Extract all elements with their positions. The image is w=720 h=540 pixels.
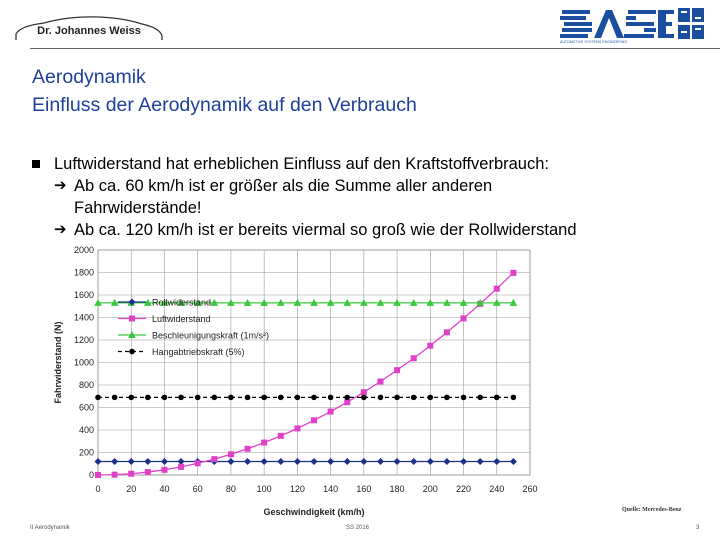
x-tick-label: 160 [356, 484, 372, 494]
arrow-right-icon: ➔ [54, 177, 67, 194]
company-logo [560, 6, 708, 46]
y-tick-label: 1800 [73, 267, 94, 278]
data-point-3 [378, 395, 384, 401]
data-point-3 [295, 395, 301, 401]
x-tick-label: 260 [522, 484, 538, 494]
x-tick-label: 20 [126, 484, 137, 494]
title-line-2: Einfluss der Aerodynamik auf den Verbrauch [32, 94, 417, 116]
x-tick-label: 60 [192, 484, 203, 494]
data-point-1 [145, 469, 151, 475]
bullet-main [32, 153, 712, 175]
sub-bullet-1-line-1: Ab ca. 60 km/h ist er größer als die Summe aller anderen [74, 177, 493, 195]
data-point-1 [195, 460, 201, 466]
x-tick-label: 0 [95, 484, 101, 494]
legend-label-3: Hangabtriebskraft (5%) [152, 347, 245, 357]
footer-semester: SS 2016 [346, 525, 370, 531]
data-point-3 [128, 395, 134, 401]
x-tick-label: 120 [289, 484, 305, 494]
legend-label-2: Beschleunigungskraft (1m/s²) [152, 330, 270, 341]
y-tick-label: 0 [88, 470, 94, 480]
data-point-1 [510, 270, 516, 276]
y-tick-label: 1600 [73, 290, 94, 300]
x-axis-label: Geschwindigkeit (km/h) [263, 507, 365, 517]
header-divider [30, 48, 720, 49]
x-tick-label: 200 [422, 484, 438, 494]
data-point-1 [294, 425, 300, 431]
data-point-1 [411, 355, 417, 361]
data-point-1 [444, 329, 450, 335]
author-logo [14, 14, 164, 44]
author-name: Dr. Johannes Weiss [37, 25, 141, 37]
data-point-1 [95, 472, 101, 478]
data-point-3 [328, 395, 334, 401]
data-point-3 [212, 395, 218, 401]
y-tick-label: 2000 [73, 245, 94, 255]
data-point-3 [494, 395, 500, 401]
data-point-1 [361, 389, 367, 395]
x-tick-label: 220 [456, 484, 472, 494]
data-point-3 [195, 395, 201, 401]
square-bullet-icon [32, 160, 40, 168]
data-point-1 [261, 440, 267, 446]
legend-marker-1 [129, 316, 135, 322]
data-point-1 [427, 343, 433, 349]
data-point-3 [311, 395, 317, 401]
bullet-main-text: Luftwiderstand hat erheblichen Einfluss auf den Kraftstoffverbrauch: [54, 155, 549, 173]
y-tick-label: 600 [78, 402, 94, 413]
x-tick-label: 140 [323, 484, 339, 494]
x-tick-label: 180 [389, 484, 405, 494]
data-point-3 [444, 395, 450, 401]
footer-page-number: 3 [696, 525, 700, 531]
source-note: Quelle: Mercedes-Benz [622, 507, 682, 513]
y-axis-label: Fahrwiderstand (N) [53, 321, 63, 404]
arrow-right-icon: ➔ [54, 221, 67, 238]
data-point-3 [411, 395, 417, 401]
data-point-3 [361, 395, 367, 401]
title-line-1: Aerodynamik [32, 66, 146, 88]
y-tick-label: 1200 [73, 335, 94, 345]
legend-label-1: Luftwiderstand [152, 314, 211, 324]
data-point-3 [511, 395, 517, 401]
resistance-chart [48, 222, 538, 520]
data-point-1 [311, 417, 317, 423]
data-point-3 [261, 395, 267, 401]
data-point-3 [145, 395, 151, 401]
y-tick-label: 200 [78, 447, 94, 458]
x-tick-label: 240 [489, 484, 505, 494]
data-point-3 [461, 395, 467, 401]
data-point-1 [228, 451, 234, 457]
data-point-1 [461, 315, 467, 321]
data-point-3 [112, 395, 118, 401]
data-point-3 [245, 395, 251, 401]
data-point-3 [278, 395, 284, 401]
data-point-1 [278, 433, 284, 439]
sub-bullet-1 [32, 175, 712, 219]
y-tick-label: 800 [78, 380, 94, 390]
company-logo-subtext: AUTOMOTIVE SYSTEMS ENGINEERING [560, 40, 628, 44]
data-point-1 [128, 471, 134, 477]
sub-bullet-1-line-2: Fahrwiderstände! [74, 199, 202, 217]
data-point-3 [95, 395, 101, 401]
data-point-3 [178, 395, 184, 401]
data-point-1 [394, 367, 400, 373]
data-point-1 [494, 286, 500, 292]
data-point-3 [228, 395, 234, 401]
data-point-3 [162, 395, 168, 401]
data-point-1 [161, 467, 167, 473]
data-point-3 [344, 395, 350, 401]
data-point-3 [477, 395, 483, 401]
data-point-1 [328, 409, 334, 415]
slide-title [32, 63, 417, 119]
y-tick-label: 1000 [73, 357, 94, 368]
x-tick-label: 80 [225, 484, 236, 494]
data-point-1 [112, 472, 118, 478]
data-point-1 [178, 464, 184, 470]
legend-marker-3 [129, 349, 135, 355]
x-tick-label: 40 [159, 484, 170, 494]
x-tick-label: 100 [256, 484, 272, 494]
data-point-3 [394, 395, 400, 401]
data-point-3 [428, 395, 434, 401]
data-point-1 [211, 456, 217, 462]
sub-bullet-2-text: Ab ca. 120 km/h ist er bereits viermal so groß wie der Rollwiderstand [74, 221, 577, 239]
y-tick-label: 400 [78, 425, 94, 435]
y-tick-label: 1400 [73, 312, 94, 323]
data-point-1 [377, 379, 383, 385]
footer-chapter: II Aerodynamik [30, 525, 70, 531]
legend-label-0: Rollwiderstand [152, 297, 212, 308]
data-point-1 [245, 446, 251, 452]
